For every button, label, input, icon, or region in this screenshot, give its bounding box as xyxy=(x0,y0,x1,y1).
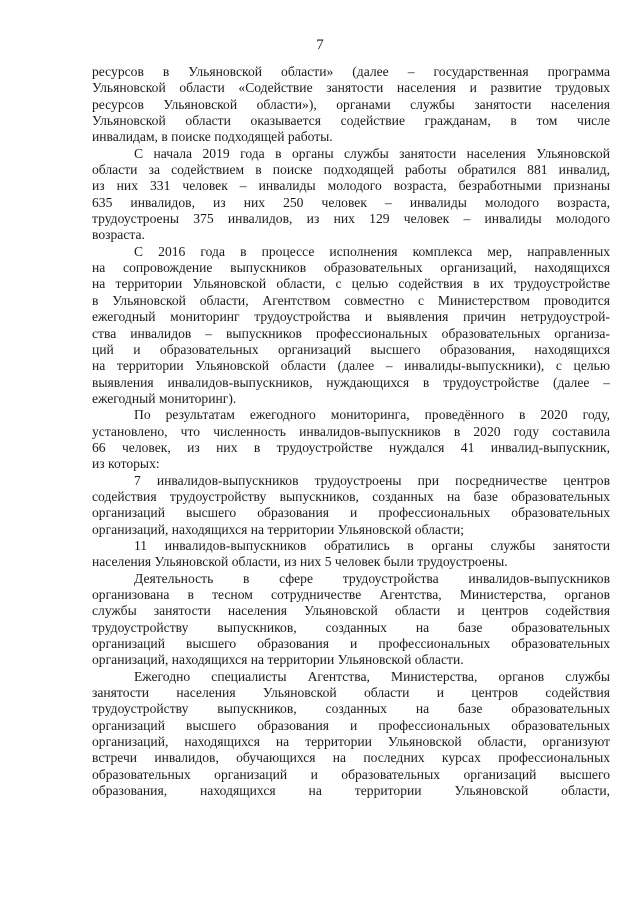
text-line: трудоустройству выпускников, созданных на базе образовательных xyxy=(92,701,610,717)
text-line: встречи инвалидов, обучающихся на последних курсах профессиональных xyxy=(92,750,610,766)
text-line: 66 человек, из них в трудоустройстве нуждался 41 инвалид-выпускник, xyxy=(92,439,610,455)
text-line: ежегодный мониторинг). xyxy=(92,390,237,406)
text-line: 635 инвалидов, из них 250 человек – инвалиды молодого возраста, xyxy=(92,194,610,210)
text-line: инвалидам, в поиске подходящей работы. xyxy=(92,129,333,145)
text-line: Ежегодно специалисты Агентства, Министерства, органов службы xyxy=(134,668,610,684)
text-line: Деятельность в сфере трудоустройства инвалидов-выпускников xyxy=(134,570,610,586)
text-line: Ульяновской области оказывается содействие гражданам, в том числе xyxy=(92,113,610,129)
text-line: установлено, что численность инвалидов-выпускников в 2020 году составила xyxy=(92,423,610,439)
text-line: содействия трудоустройству выпускников, созданных на базе образовательных xyxy=(92,488,610,504)
text-line: населения Ульяновской области, из них 5 человек были трудоустроены. xyxy=(92,554,508,570)
text-line: организаций высшего образования и профессиональных образовательных xyxy=(92,505,610,521)
text-line: на территории Ульяновской области (далее – инвалиды-выпускники), с целью xyxy=(92,358,610,374)
text-line: организована в тесном сотрудничестве Агентства, Министерства, органов xyxy=(92,587,610,602)
text-line: ства инвалидов – выпускников профессиональных образовательных организа- xyxy=(92,325,610,341)
text-line: на территории Ульяновской области, с целью содействия в их трудоустройстве xyxy=(92,276,610,292)
text-line: ций и образовательных организаций высшего образования, находящихся xyxy=(92,341,610,357)
text-line: на сопровождение выпускников образовательных организаций, находящихся xyxy=(92,260,610,276)
text-line: организаций высшего образования и профессиональных образовательных xyxy=(92,636,610,652)
text-line: службы занятости населения Ульяновской области и центров содействия xyxy=(92,603,610,619)
text-line: 7 инвалидов-выпускников трудоустроены при посредничестве центров xyxy=(134,472,610,488)
text-line: возраста. xyxy=(92,227,145,243)
text-line: ресурсов в Ульяновской области» (далее – государственная программа xyxy=(92,64,610,79)
page-number: 7 xyxy=(316,37,324,53)
text-line: С 2016 года в процессе исполнения комплекса мер, направленных xyxy=(134,243,610,259)
text-line: организаций, находящихся на территории Ульяновской области; xyxy=(92,521,464,537)
text-line: занятости населения Ульяновской области и центров содействия xyxy=(92,685,610,701)
text-line: организаций, находящихся на территории Ульяновской области. xyxy=(92,652,464,668)
text-line: трудоустроены 375 инвалидов, из них 129 человек – инвалиды молодого xyxy=(92,211,610,227)
text-line: 11 инвалидов-выпускников обратились в органы службы занятости xyxy=(134,537,610,553)
text-line: трудоустройству выпускников, созданных на базе образовательных xyxy=(92,619,610,635)
text-line: ресурсов Ульяновской области»), органами службы занятости населения xyxy=(92,96,610,112)
text-line: организаций, находящихся на территории Ульяновской области, организуют xyxy=(92,734,610,750)
text-line: С начала 2019 года в органы службы занятости населения Ульяновской xyxy=(134,145,610,161)
text-line: образования, находящихся на территории Ульяновской области, xyxy=(92,783,610,799)
text-line: По результатам ежегодного мониторинга, проведённого в 2020 году, xyxy=(134,407,610,423)
text-line: образовательных организаций и образовательных организаций высшего xyxy=(92,766,610,782)
text-line: выявления инвалидов-выпускников, нуждающихся в трудоустройстве (далее – xyxy=(92,374,610,390)
body-text xyxy=(92,64,610,799)
text-line: из них 331 человек – инвалиды молодого возраста, безработными признаны xyxy=(92,178,610,194)
text-line: области за содействием в поиске подходящей работы обратился 881 инвалид, xyxy=(92,162,610,178)
text-line: Ульяновской области «Содействие занятости населения и развитие трудовых xyxy=(92,80,610,96)
text-line: ежегодный мониторинг трудоустройства и выявления причин нетрудоустрой- xyxy=(92,309,610,325)
text-line: из которых: xyxy=(92,456,160,472)
text-line: в Ульяновской области, Агентством совместно с Министерством проводится xyxy=(92,292,610,308)
text-line: организаций высшего образования и профессиональных образовательных xyxy=(92,717,610,733)
